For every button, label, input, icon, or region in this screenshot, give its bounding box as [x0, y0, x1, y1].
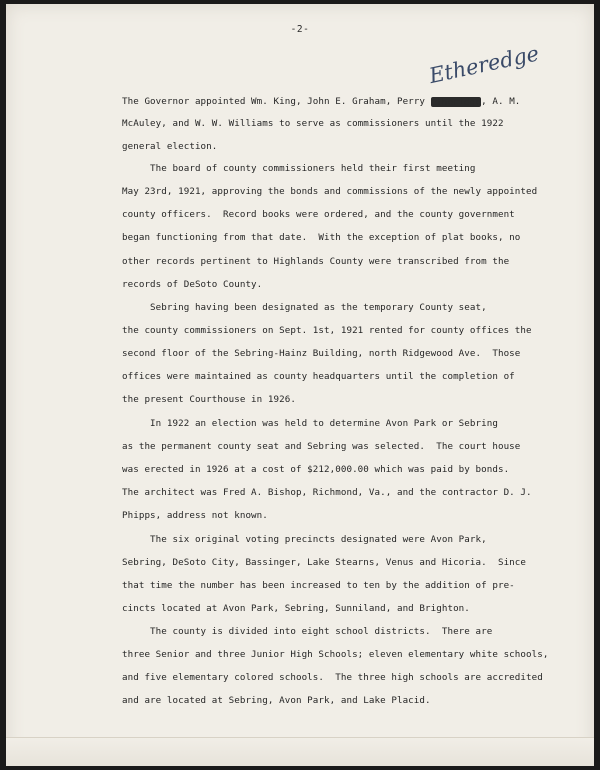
text-segment: , A. M.: [481, 96, 521, 107]
text-line: Phipps, address not known.: [122, 510, 268, 521]
text-line: as the permanent county seat and Sebring was selected. The court house: [122, 441, 521, 452]
text-line: Sebring, DeSoto City, Bassinger, Lake Stearns, Venus and Hicoria. Since: [122, 557, 527, 568]
struck-out-word: Etheridge: [430, 97, 482, 108]
text-line: records of DeSoto County.: [122, 279, 263, 290]
text-line: In 1922 an election was held to determine Avon Park or Sebring: [122, 418, 498, 429]
document-page: [6, 4, 594, 766]
text-line: The architect was Fred A. Bishop, Richmond, Va., and the contractor D. J.: [122, 487, 532, 498]
text-line: May 23rd, 1921, approving the bonds and commissions of the newly appointed: [122, 186, 538, 197]
text-line: The six original voting precincts designated were Avon Park,: [122, 534, 487, 545]
text-line: was erected in 1926 at a cost of $212,000.00 which was paid by bonds.: [122, 464, 510, 475]
text-line: the county commissioners on Sept. 1st, 1921 rented for county offices the: [122, 325, 532, 336]
text-line: cincts located at Avon Park, Sebring, Sunniland, and Brighton.: [122, 603, 470, 614]
text-line: and five elementary colored schools. The three high schools are accredited: [122, 672, 543, 683]
text-line: offices were maintained as county headquarters until the completion of: [122, 371, 515, 382]
text-line: county officers. Record books were ordered, and the county government: [122, 209, 515, 220]
text-line: general election.: [122, 141, 218, 152]
text-line: other records pertinent to Highlands County were transcribed from the: [122, 256, 510, 267]
text-line: and are located at Sebring, Avon Park, and Lake Placid.: [122, 695, 431, 706]
text-line: The board of county commissioners held their first meeting: [122, 163, 476, 174]
text-line: three Senior and three Junior High Schools; eleven elementary white schools,: [122, 649, 549, 660]
text-line: The county is divided into eight school districts. There are: [122, 626, 493, 637]
text-line: began functioning from that date. With the exception of plat books, no: [122, 232, 521, 243]
text-line: Sebring having been designated as the temporary County seat,: [122, 302, 487, 313]
text-line: the present Courthouse in 1926.: [122, 394, 296, 405]
page-number: -2-: [290, 24, 310, 35]
text-segment: The Governor appointed Wm. King, John E. Graham, Perry: [122, 96, 431, 107]
text-line: second floor of the Sebring-Hainz Building, north Ridgewood Ave. Those: [122, 348, 521, 359]
text-line: [122, 96, 552, 107]
page-bottom-edge: [6, 737, 594, 766]
text-line: McAuley, and W. W. Williams to serve as commissioners until the 1922: [122, 118, 504, 129]
text-line: that time the number has been increased to ten by the addition of pre-: [122, 580, 515, 591]
handwritten-correction: Etheredge: [427, 41, 542, 88]
